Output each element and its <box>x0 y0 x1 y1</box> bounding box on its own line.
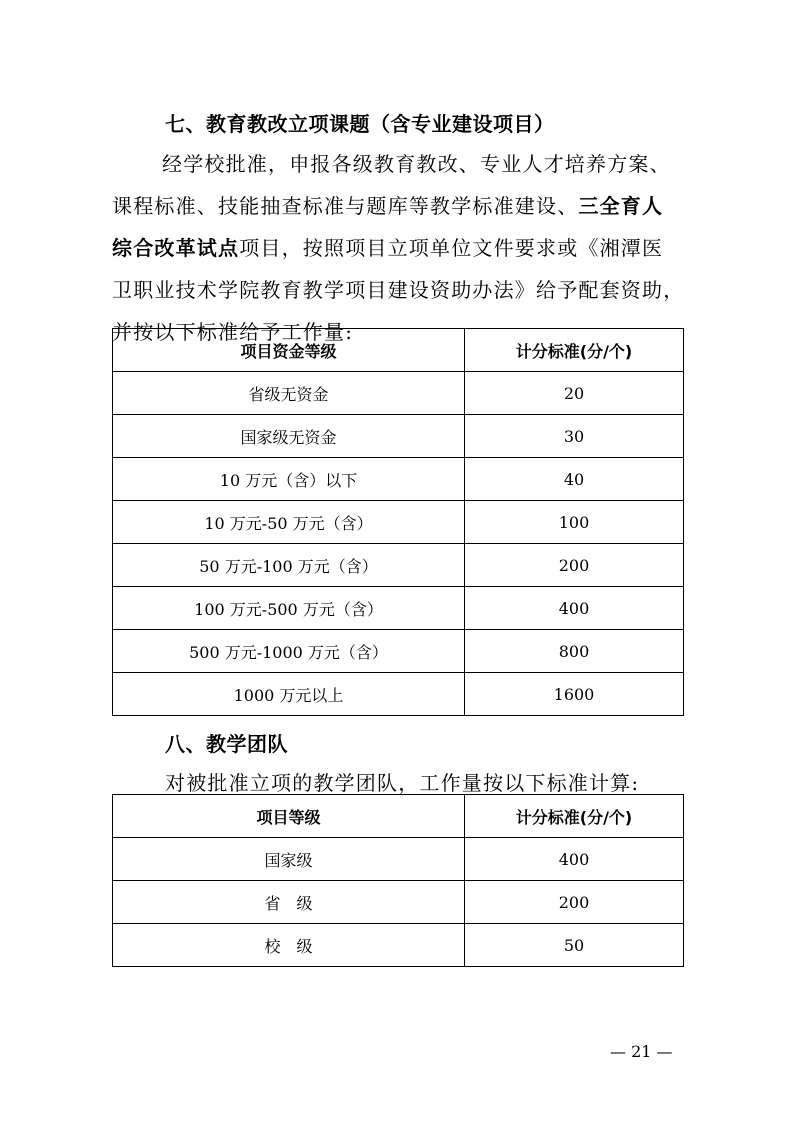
table-cell-score: 1600 <box>465 673 684 716</box>
table-cell-score: 400 <box>465 587 684 630</box>
section-8-heading: 八、教学团队 <box>165 732 288 756</box>
table-row <box>113 838 684 881</box>
table-cell-score: 50 <box>465 924 684 967</box>
table-row <box>113 881 684 924</box>
table-row <box>113 924 684 967</box>
paragraph-line-1: 经学校批准，申报各级教育教改、专业人才培养方案、 <box>162 152 671 176</box>
bold-phrase-zonghe-gaige: 综合改革试点 <box>112 236 240 260</box>
team-level-table <box>112 794 684 967</box>
table-cell-level: 校 级 <box>113 924 465 967</box>
table-cell-score: 200 <box>465 881 684 924</box>
table-row <box>113 630 684 673</box>
column-header-score: 计分标准(分/个) <box>465 329 684 372</box>
table-cell-score: 200 <box>465 544 684 587</box>
table-cell-level: 100 万元-500 万元（含） <box>113 587 465 630</box>
table-header-row <box>113 795 684 838</box>
table-cell-level: 10 万元-50 万元（含） <box>113 501 465 544</box>
table-header-row <box>113 329 684 372</box>
bold-phrase-sanquan-yuren: 三全育人 <box>578 194 664 218</box>
paragraph-line-4: 卫职业技术学院教育教学项目建设资助办法》给予配套资助， <box>112 278 685 302</box>
table-cell-level: 国家级 <box>113 838 465 881</box>
table-row <box>113 501 684 544</box>
table-row <box>113 673 684 716</box>
table-cell-level: 省级无资金 <box>113 372 465 415</box>
table-cell-score: 400 <box>465 838 684 881</box>
table-cell-score: 20 <box>465 372 684 415</box>
column-header-funding-level: 项目资金等级 <box>113 329 465 372</box>
table-cell-score: 40 <box>465 458 684 501</box>
paragraph-line-3 <box>112 227 684 269</box>
table-cell-score: 30 <box>465 415 684 458</box>
paragraph-line-5: 并按以下标准给予工作量: <box>112 320 354 344</box>
table-row <box>113 372 684 415</box>
paragraph-line-2-text: 课程标准、技能抽查标准与题库等教学标准建设、 <box>112 194 579 218</box>
section-7-heading: 七、教育教改立项课题（含专业建设项目） <box>165 112 555 136</box>
page-number: — 21 — <box>610 1042 673 1061</box>
funding-level-table <box>112 328 684 716</box>
table-cell-level: 500 万元-1000 万元（含） <box>113 630 465 673</box>
table-row <box>113 587 684 630</box>
table-cell-level: 1000 万元以上 <box>113 673 465 716</box>
table-cell-level: 10 万元（含）以下 <box>113 458 465 501</box>
section-8-note: 对被批准立项的教学团队，工作量按以下标准计算: <box>165 771 640 795</box>
paragraph-line-2 <box>112 185 684 227</box>
table-cell-level: 省 级 <box>113 881 465 924</box>
table-row <box>113 544 684 587</box>
paragraph-line-3-text: 项目，按照项目立项单位文件要求或《湘潭医 <box>239 236 664 260</box>
table-row <box>113 458 684 501</box>
column-header-project-level: 项目等级 <box>113 795 465 838</box>
column-header-score: 计分标准(分/个) <box>465 795 684 838</box>
table-cell-score: 100 <box>465 501 684 544</box>
table-cell-level: 50 万元-100 万元（含） <box>113 544 465 587</box>
table-cell-level: 国家级无资金 <box>113 415 465 458</box>
table-cell-score: 800 <box>465 630 684 673</box>
table-row <box>113 415 684 458</box>
section-7-paragraph <box>112 143 684 353</box>
